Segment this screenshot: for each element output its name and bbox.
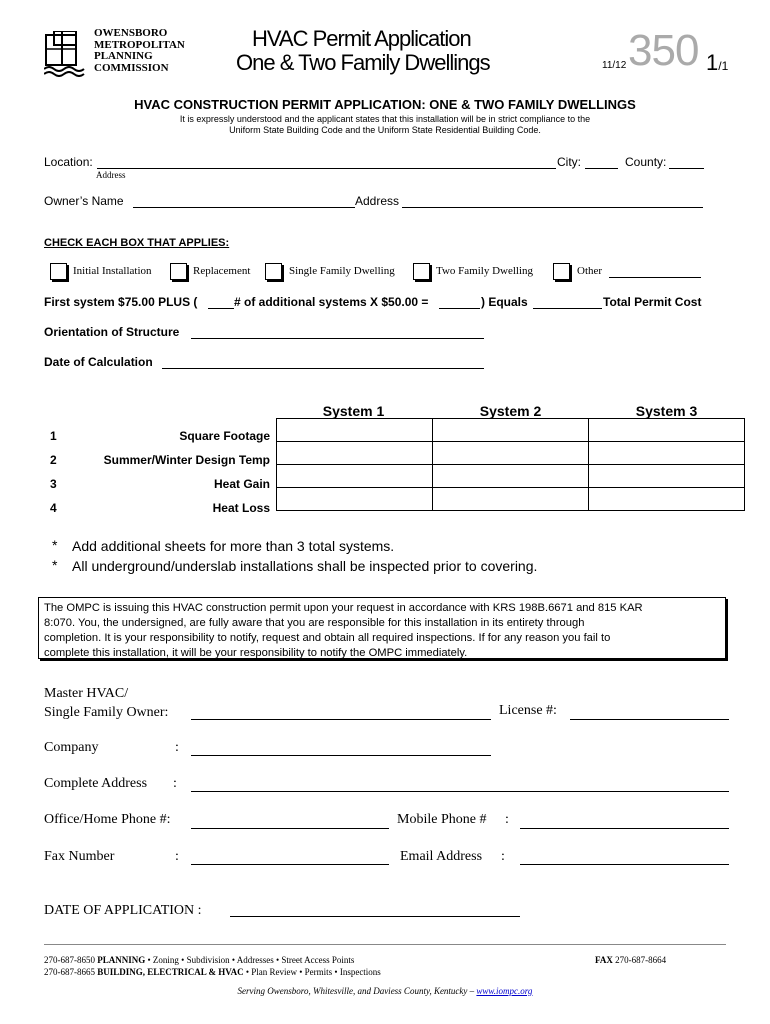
checkbox-label-two-family: Two Family Dwelling xyxy=(436,265,534,277)
cost-text-3: ) Equals xyxy=(481,295,528,309)
checkbox-replacement[interactable] xyxy=(170,263,187,280)
org-line: COMMISSION xyxy=(94,61,169,74)
system-3-header: System 3 xyxy=(635,403,698,419)
owner-address-label: Address xyxy=(355,194,400,208)
license-label: License #: xyxy=(499,703,557,718)
page-number xyxy=(706,50,728,76)
org-line: METROPOLITAN xyxy=(94,38,185,51)
table-cell[interactable] xyxy=(433,488,589,511)
orientation-input[interactable] xyxy=(191,338,484,339)
email-colon: : xyxy=(501,849,505,864)
master-hvac-line1: Master HVAC/ xyxy=(44,686,129,701)
master-hvac-input[interactable] xyxy=(191,719,491,720)
owner-name-input[interactable] xyxy=(133,207,355,208)
page-total: /1 xyxy=(718,59,729,73)
owner-address-input[interactable] xyxy=(402,207,703,208)
note-bullet: * xyxy=(52,537,58,553)
footer-fax-label: FAX xyxy=(595,955,613,965)
checkbox-initial-installation[interactable] xyxy=(50,263,67,280)
row-label-heat-gain: Heat Gain xyxy=(213,477,270,491)
org-line: PLANNING xyxy=(94,50,153,62)
date-of-application-label: DATE OF APPLICATION : xyxy=(44,903,202,918)
row-number: 3 xyxy=(50,477,57,491)
table-cell[interactable] xyxy=(589,488,745,511)
additional-systems-input[interactable] xyxy=(208,308,234,309)
row-number: 2 xyxy=(50,453,57,467)
row-label-heat-loss: Heat Loss xyxy=(212,501,270,515)
office-phone-label: Office/Home Phone #: xyxy=(44,812,171,827)
email-label: Email Address xyxy=(400,849,483,864)
table-cell[interactable] xyxy=(433,465,589,488)
page-current: 1 xyxy=(706,50,719,75)
org-name xyxy=(94,28,185,74)
form-date: 11/12 xyxy=(602,60,627,71)
table-row xyxy=(277,488,745,511)
footer-phone: 270-687-8650 xyxy=(44,955,95,965)
system-1-header: System 1 xyxy=(322,403,385,419)
org-line: OWENSBORO xyxy=(94,27,168,39)
master-hvac-label xyxy=(44,684,168,722)
master-hvac-line2: Single Family Owner: xyxy=(44,705,169,720)
license-input[interactable] xyxy=(570,719,729,720)
fax-colon: : xyxy=(175,849,179,864)
row-label-design-temp: Summer/Winter Design Temp xyxy=(103,453,270,467)
disclaimer-line: complete this installation, it will be your responsibility to notify the OMPC immediately. xyxy=(44,647,468,659)
disclaimer-line: The OMPC is issuing this HVAC construction permit upon your request in accordance with KRS 198B.6671 and 815 KAR xyxy=(44,602,643,614)
table-cell[interactable] xyxy=(589,442,745,465)
ompc-logo-icon xyxy=(44,31,90,77)
table-cell[interactable] xyxy=(277,419,433,442)
table-cell[interactable] xyxy=(277,465,433,488)
row-label-square-footage: Square Footage xyxy=(179,429,270,443)
footer-dept: BUILDING, ELECTRICAL & HVAC xyxy=(97,967,244,977)
table-row xyxy=(277,465,745,488)
footer-line2 xyxy=(44,967,381,977)
footer-serving-text: Serving Owensboro, Whitesville, and Daviess County, Kentucky – xyxy=(237,986,477,996)
footer-url-link[interactable]: www.iompc.org xyxy=(476,986,533,996)
additional-cost-input[interactable] xyxy=(439,308,480,309)
address-label: Complete Address xyxy=(44,776,148,791)
row-number: 1 xyxy=(50,429,57,443)
checkbox-label-replacement: Replacement xyxy=(193,265,251,277)
note-bullet: * xyxy=(52,557,58,573)
footer-serving xyxy=(0,986,770,996)
cost-text-1: First system $75.00 PLUS ( xyxy=(44,295,198,309)
table-cell[interactable] xyxy=(589,419,745,442)
footer-services: • Zoning • Subdivision • Addresses • Street Access Points xyxy=(145,955,355,965)
company-label: Company xyxy=(44,740,99,755)
date-calc-label: Date of Calculation xyxy=(44,355,153,369)
table-cell[interactable] xyxy=(589,465,745,488)
county-input[interactable] xyxy=(669,168,704,169)
mobile-colon: : xyxy=(505,812,509,827)
subtitle-line1: It is expressly understood and the applicant states that this installation will be in strict compliance to the xyxy=(179,114,591,124)
footer-fax-number: 270-687-8664 xyxy=(612,955,667,965)
table-row xyxy=(277,419,745,442)
address-colon: : xyxy=(173,776,177,791)
footer-fax xyxy=(595,955,666,965)
disclaimer-line: completion. It is your responsibility to notify, request and obtain all required inspections. If for any reason you fail to xyxy=(44,632,611,644)
fax-label: Fax Number xyxy=(44,849,115,864)
date-calc-input[interactable] xyxy=(162,368,484,369)
owner-name-label: Owner’s Name xyxy=(44,194,124,208)
company-colon: : xyxy=(175,740,179,755)
disclaimer-box xyxy=(38,597,726,659)
footer-phone: 270-687-8665 xyxy=(44,967,95,977)
complete-address-input[interactable] xyxy=(191,791,729,792)
subtitle-line2: Uniform State Building Code and the Uniform State Residential Building Code. xyxy=(229,125,541,135)
footer-services: • Plan Review • Permits • Inspections xyxy=(243,967,381,977)
footer-dept: PLANNING xyxy=(97,955,146,965)
ompc-logo xyxy=(44,31,90,77)
fax-input[interactable] xyxy=(191,864,389,865)
checkbox-label-other: Other xyxy=(577,265,603,277)
office-phone-input[interactable] xyxy=(191,828,389,829)
disclaimer-line: 8:070. You, the undersigned, are fully aware that you are responsible for this installation in its entirety through xyxy=(44,617,585,629)
footer-line1 xyxy=(44,955,354,965)
location-address-hint: Address xyxy=(96,170,126,180)
orientation-label: Orientation of Structure xyxy=(44,325,180,339)
checkbox-label-initial-installation: Initial Installation xyxy=(73,265,152,277)
note-text: All underground/underslab installations shall be inspected prior to covering. xyxy=(72,558,538,574)
table-row xyxy=(277,442,745,465)
form-title-line2: One & Two Family Dwellings xyxy=(236,50,490,75)
location-input[interactable] xyxy=(97,168,556,169)
table-cell[interactable] xyxy=(277,488,433,511)
checkbox-heading: CHECK EACH BOX THAT APPLIES: xyxy=(44,237,230,249)
note-text: Add additional sheets for more than 3 total systems. xyxy=(72,538,395,554)
checkbox-single-family[interactable] xyxy=(265,263,282,280)
cost-text-4: Total Permit Cost xyxy=(603,295,702,309)
table-cell[interactable] xyxy=(277,442,433,465)
form-number: 350 xyxy=(628,26,699,75)
form-title-line1: HVAC Permit Application xyxy=(252,26,471,51)
checkbox-label-single-family: Single Family Dwelling xyxy=(289,265,395,277)
city-input[interactable] xyxy=(585,168,618,169)
email-input[interactable] xyxy=(520,864,729,865)
total-cost-input[interactable] xyxy=(533,308,602,309)
mobile-phone-label: Mobile Phone # xyxy=(397,812,487,827)
location-label: Location: xyxy=(44,155,93,169)
city-label: City: xyxy=(557,155,581,169)
county-label: County: xyxy=(625,155,667,169)
checkbox-two-family[interactable] xyxy=(413,263,430,280)
footer-divider xyxy=(44,944,726,945)
row-number: 4 xyxy=(50,501,57,515)
table-cell[interactable] xyxy=(433,442,589,465)
table-cell[interactable] xyxy=(433,419,589,442)
company-input[interactable] xyxy=(191,755,491,756)
system-2-header: System 2 xyxy=(479,403,542,419)
main-title: HVAC CONSTRUCTION PERMIT APPLICATION: ONE & TWO FAMILY DWELLINGS xyxy=(134,97,636,112)
cost-text-2: # of additional systems X $50.00 = xyxy=(234,295,429,309)
systems-table xyxy=(276,418,745,511)
checkbox-other[interactable] xyxy=(553,263,570,280)
mobile-phone-input[interactable] xyxy=(520,828,729,829)
other-input[interactable] xyxy=(609,277,701,278)
date-of-application-input[interactable] xyxy=(230,916,520,917)
